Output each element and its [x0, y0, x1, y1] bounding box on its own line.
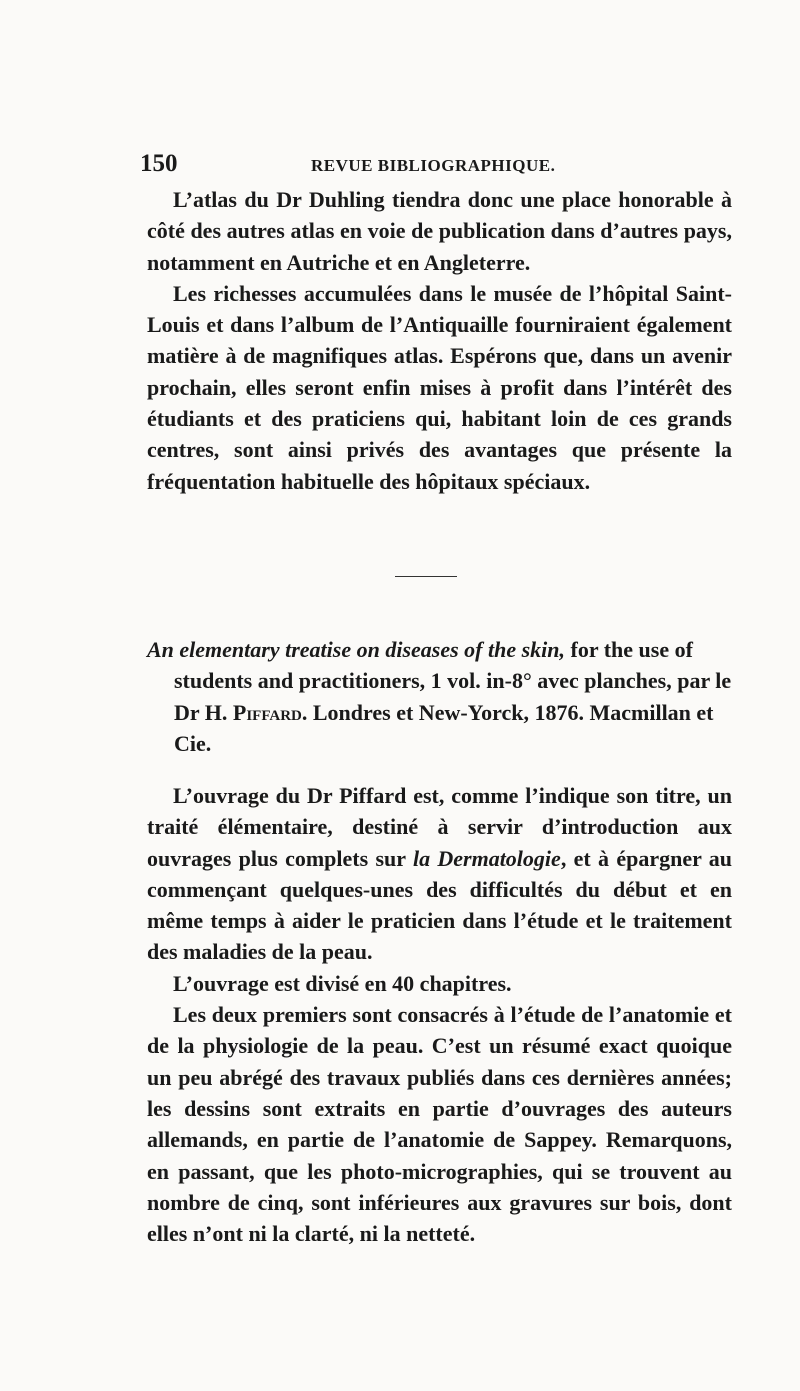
paragraph-text: L’ouvrage du Dr Piffard est, comme l’indique son titre, un traité élémentaire, destiné à servir d’introduction aux ouvrages plus complets sur	[147, 783, 732, 871]
text-block-atlas	[147, 184, 732, 497]
paragraph: Les deux premiers sont consacrés à l’étude de l’anatomie et de la physiologie de la peau. C’est un résumé exact quoique un peu abrégé des travaux publiés dans ces dernières années; les dessins sont extraits en partie d’ouvrages des auteurs allemands, en partie de l’anatomie de Sappey. Remarquons, en passant, que les photo-micrographies, qui se trouvent au nombre de cinq, sont inférieures aux gravures sur bois, dont elles n’ont ni la clarté, ni la netteté.	[147, 1002, 732, 1247]
page-number: 150	[140, 150, 178, 177]
reference-publisher: . Londres et New-Yorck, 1876. Macmillan et Cie.	[174, 699, 714, 756]
paragraph: Les richesses accumulées dans le musée de l’hôpital Saint-Louis et dans l’album de l’Antiquaille fourniraient également matière à de magnifiques atlas. Espérons que, dans un avenir prochain, elles seront enfin mises à profit dans l’intérêt des étudiants et des praticiens qui, habitant loin de ces grands centres, sont ainsi privés des avantages que présente la fréquentation habituelle des hôpitaux spéciaux.	[147, 280, 732, 494]
paragraph	[147, 780, 732, 968]
bibliographic-reference	[147, 634, 732, 759]
reference-details: for the use of students and practitioners, 1 vol. in-8° avec planches, par le Dr H.	[174, 637, 732, 725]
paragraph-text: , et à épargner au commençant quelques-unes des difficultés du début et en même temps à aider le praticien dans l’étude et le traitement des maladies de la peau.	[147, 845, 732, 965]
running-head: REVUE BIBLIOGRAPHIQUE.	[311, 156, 556, 175]
reference-author: Piffard	[232, 699, 302, 725]
paragraph: L’atlas du Dr Duhling tiendra donc une place honorable à côté des autres atlas en voie de publication dans d’autres pays, notamment en Autriche et en Angleterre.	[147, 187, 732, 275]
paragraph: L’ouvrage est divisé en 40 chapitres.	[173, 970, 512, 996]
page-header	[140, 150, 740, 184]
text-block-review	[147, 780, 732, 1249]
emphasis: la Dermatologie	[412, 845, 561, 871]
section-divider	[395, 576, 457, 577]
reference-title: An elementary treatise on diseases of the skin,	[147, 637, 565, 662]
